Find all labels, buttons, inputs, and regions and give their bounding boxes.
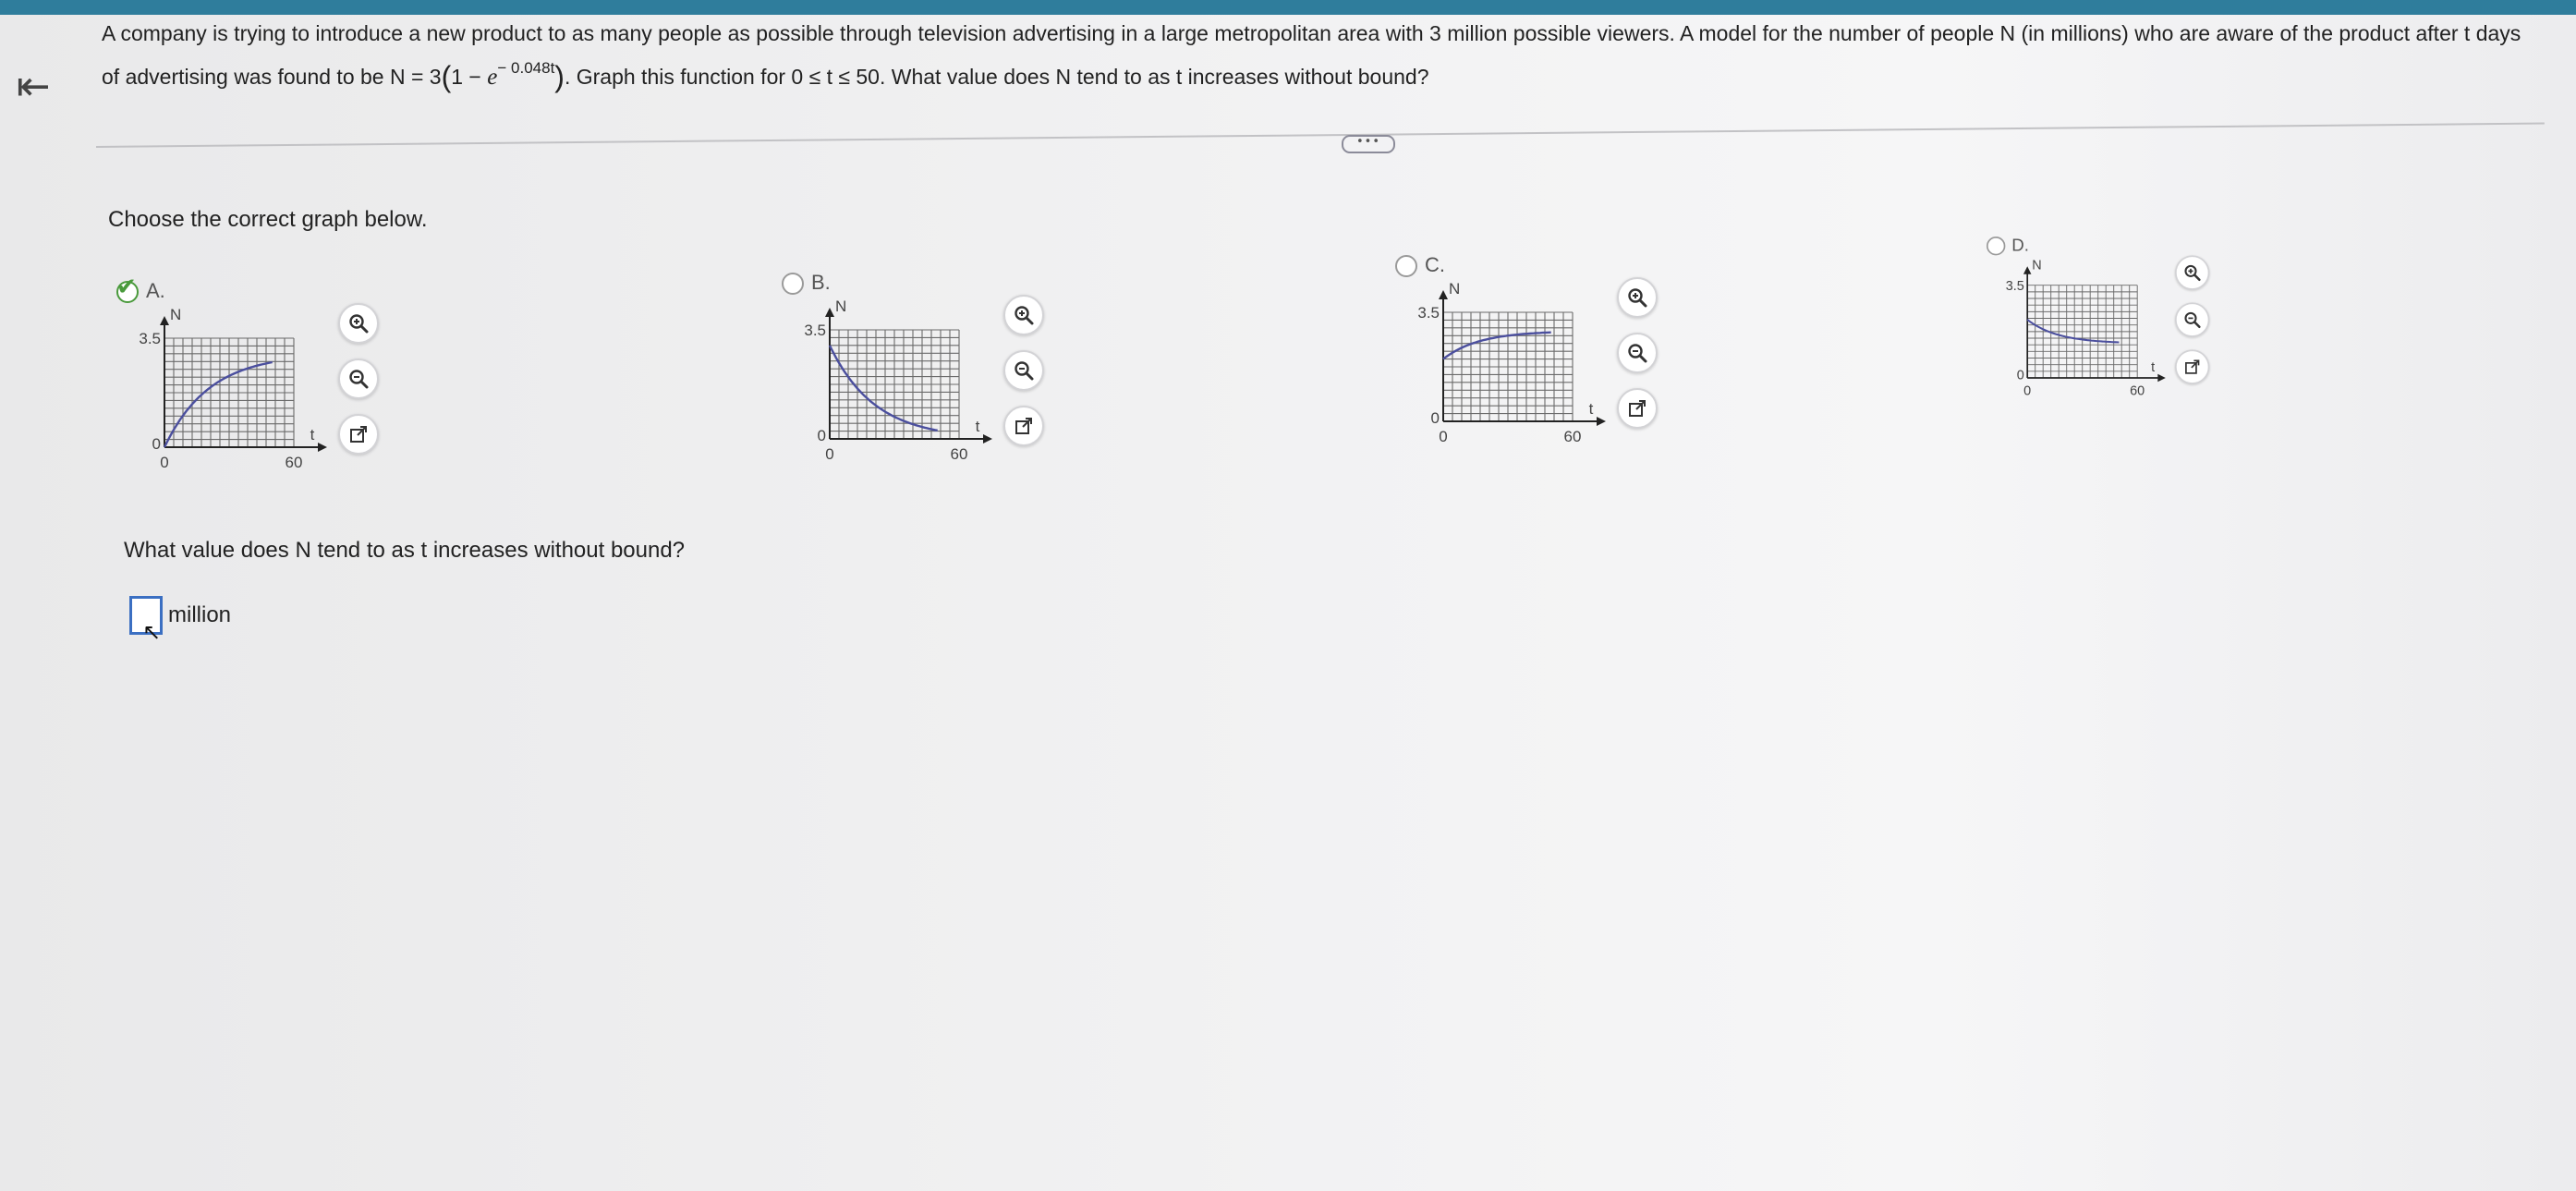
zoom-in-icon[interactable] [1003, 295, 1044, 335]
zoom-in-icon[interactable] [2175, 255, 2209, 289]
x-axis-label: t [310, 426, 315, 444]
y-axis-arrow [825, 308, 834, 317]
choice-letter: C. [1425, 253, 1445, 276]
x-min-tick-label: 0 [1439, 428, 1448, 445]
question-text [102, 17, 2522, 94]
y-min-tick-label: 0 [152, 435, 161, 453]
y-max-tick-label: 3.5 [804, 322, 826, 339]
radio-button[interactable] [1395, 255, 1417, 277]
radio-button[interactable] [782, 273, 804, 295]
divider [96, 123, 2545, 148]
x-min-tick-label: 0 [825, 445, 834, 463]
x-axis-label: t [1588, 400, 1594, 418]
graph-grid [2027, 286, 2137, 378]
x-axis-label: t [2151, 360, 2156, 376]
choice-graph[interactable] [782, 298, 980, 463]
top-bar [0, 0, 2576, 15]
x-axis-label: t [975, 418, 980, 435]
choice-graph[interactable] [1395, 280, 1594, 445]
choice-graph[interactable] [116, 306, 315, 471]
graph-grid [1443, 312, 1573, 421]
formula-e: e [487, 65, 498, 90]
zoom-out-icon[interactable] [338, 359, 379, 399]
x-axis-arrow [1597, 417, 1606, 426]
function-curve [2027, 320, 2119, 343]
function-curve [1443, 333, 1551, 359]
function-curve [830, 346, 938, 431]
y-min-tick-label: 0 [817, 427, 826, 444]
open-in-new-window-icon[interactable] [1617, 388, 1658, 429]
x-max-tick-label: 60 [2130, 383, 2145, 399]
answer-unit: million [168, 602, 232, 627]
question-lead: of advertising was found to be N = 3 [102, 65, 442, 89]
choice-graph[interactable] [1987, 258, 2156, 399]
x-min-tick-label: 0 [160, 454, 169, 471]
y-axis-label: N [1449, 280, 1461, 298]
y-axis-arrow [2023, 266, 2032, 274]
question-tail: . Graph this function for 0 ≤ t ≤ 50. What value does N tend to as t increases without bound? [564, 65, 1429, 89]
choice-c[interactable] [1395, 255, 1691, 495]
x-axis-arrow [983, 434, 992, 444]
zoom-out-icon[interactable] [1003, 350, 1044, 391]
zoom-in-icon[interactable] [1617, 277, 1658, 318]
question-line-2: of advertising was found to be $N = 3(1 - e^{- 0.048t})$. Graph this function for 0 ≤ t ≤ 50. What value does N tend to as t increases without bound? [102, 59, 1429, 93]
x-max-tick-label: 60 [1563, 428, 1582, 445]
function-curve [164, 362, 273, 447]
open-in-new-window-icon[interactable] [338, 414, 379, 455]
y-axis-arrow [160, 316, 169, 325]
question-line-1: A company is trying to introduce a new product to as many people as possible through television advertising in a large metropolitan area with 3 million possible viewers. A model for the number of people N (in millions) who are aware of the product after t days [102, 21, 2521, 45]
formula-inner: 1 − [451, 65, 488, 89]
x-max-tick-label: 60 [285, 454, 303, 471]
choice-letter: A. [146, 279, 165, 302]
choice-b[interactable] [782, 273, 1077, 513]
y-max-tick-label: 3.5 [2005, 278, 2024, 294]
radio-button[interactable] [1987, 237, 2005, 255]
choice-letter: D. [2011, 235, 2029, 255]
zoom-out-icon[interactable] [2175, 302, 2209, 336]
choice-a[interactable] [116, 273, 412, 521]
y-axis-label: N [170, 306, 182, 323]
y-min-tick-label: 0 [2016, 368, 2024, 383]
zoom-out-icon[interactable] [1617, 333, 1658, 373]
x-axis-arrow [2157, 374, 2166, 383]
mouse-cursor-icon: ↖ [142, 619, 162, 645]
y-max-tick-label: 3.5 [1417, 304, 1440, 322]
graph-grid [830, 330, 959, 439]
x-min-tick-label: 0 [2023, 383, 2032, 399]
graph-grid [164, 338, 294, 447]
y-axis-label: N [2032, 258, 2042, 273]
y-axis-label: N [835, 298, 847, 315]
open-in-new-window-icon[interactable] [2175, 349, 2209, 383]
checkmark-icon: ✔ [116, 273, 137, 301]
y-axis-arrow [1439, 290, 1448, 299]
ellipsis-icon[interactable]: ••• [1342, 135, 1395, 153]
formula-exponent: − 0.048t [497, 59, 555, 77]
open-in-new-window-icon[interactable] [1003, 406, 1044, 446]
zoom-in-icon[interactable] [338, 303, 379, 344]
choice-d[interactable] [1987, 237, 2238, 441]
y-max-tick-label: 3.5 [139, 330, 161, 347]
back-to-start-icon[interactable]: ⇤ [16, 63, 51, 110]
x-max-tick-label: 60 [950, 445, 968, 463]
y-min-tick-label: 0 [1430, 409, 1440, 427]
x-axis-arrow [318, 443, 327, 452]
question-2: What value does N tend to as t increases without bound? [124, 538, 686, 563]
choice-letter: B. [811, 271, 831, 294]
prompt: Choose the correct graph below. [108, 207, 428, 232]
